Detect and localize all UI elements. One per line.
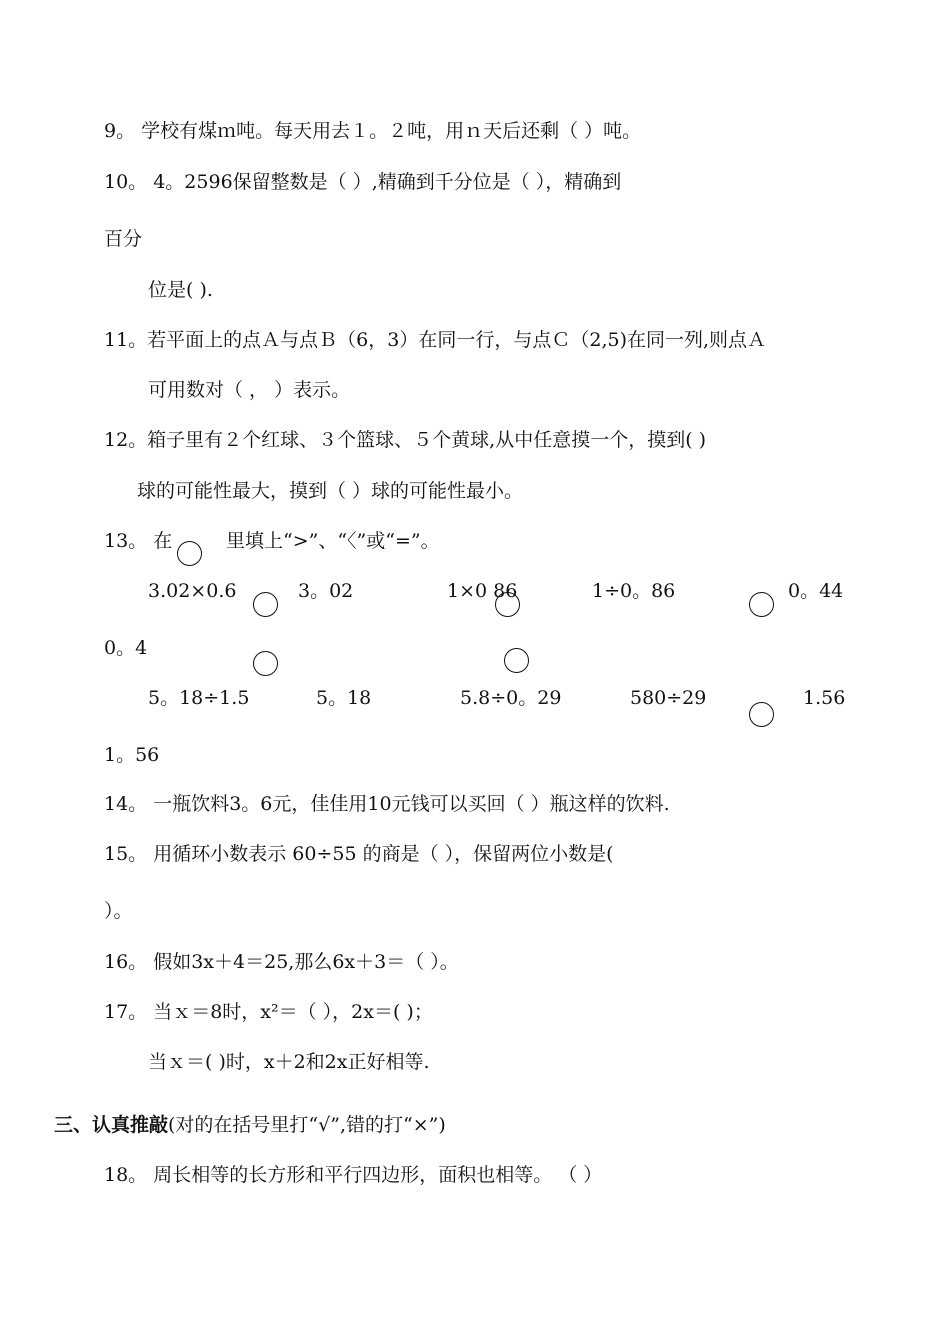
- q13-row2-expr-d: 580÷29: [630, 687, 707, 709]
- compare-circle-icon[interactable]: [253, 592, 278, 617]
- question-12-line-2: 球的可能性最大，摸到（ ）球的可能性最小。: [137, 480, 524, 502]
- q13-row1-wrap: 0。4: [104, 637, 148, 659]
- question-17-line-1: 17。 当ｘ＝8时，x²＝（ ），2x＝( )；: [104, 1001, 433, 1023]
- section-3-note: (对的在括号里打“√”,错的打“×”): [168, 1114, 446, 1136]
- question-11-line-1: 11。若平面上的点Ａ与点Ｂ（6，3）在同一行，与点Ｃ（2,5)在同一列,则点Ａ: [104, 329, 767, 351]
- compare-circle-icon[interactable]: [749, 592, 774, 617]
- question-11-line-2: 可用数对（ ， ）表示。: [148, 379, 351, 401]
- q13-row2-wrap: 1。56: [104, 744, 160, 766]
- compare-circle-icon[interactable]: [504, 648, 529, 673]
- q13-row2-expr-b: 5。18: [316, 687, 372, 709]
- compare-circle-icon[interactable]: [495, 592, 520, 617]
- question-9: 9。 学校有煤ｍ吨。每天用去１。２吨，用ｎ天后还剩（ ）吨。: [104, 120, 642, 142]
- section-3-heading: 三、认真推敲: [54, 1114, 169, 1136]
- q13-row2-expr-e: 1.56: [803, 687, 846, 709]
- question-13-intro-end: 里填上“>”、“〈”或“=”。: [226, 530, 440, 552]
- q13-row1-expr-c: 1×0 86: [447, 580, 518, 602]
- compare-circle-icon[interactable]: [749, 702, 774, 727]
- question-14: 14。 一瓶饮料3。6元，佳佳用10元钱可以买回（ ）瓶这样的饮料.: [104, 793, 670, 815]
- q13-row2-expr-a: 5。18÷1.5: [148, 687, 250, 709]
- question-15-line-2: ）。: [104, 900, 133, 922]
- q13-row1-expr-a: 3.02×0.6: [148, 580, 237, 602]
- section-3-title: [54, 1114, 446, 1136]
- q13-row1-expr-d: 1÷0。86: [592, 580, 676, 602]
- q13-row1-expr-e: 0。44: [788, 580, 844, 602]
- q13-row1-expr-b: 3。02: [298, 580, 354, 602]
- question-10-line-1: 10。 4。2596保留整数是（ ）,精确到千分位是（ ），精确到: [104, 171, 622, 193]
- q13-row2-expr-c: 5.8÷0。29: [460, 687, 562, 709]
- question-15-line-1: 15。 用循环小数表示 60÷55 的商是（ ），保留两位小数是(: [104, 843, 614, 865]
- question-18: 18。 周长相等的长方形和平行四边形，面积也相等。 （ ）: [104, 1164, 603, 1186]
- compare-circle-icon[interactable]: [177, 541, 202, 566]
- question-16: 16。 假如3x＋4＝25,那么6x＋3＝（ ）。: [104, 951, 459, 973]
- question-12-line-1: 12。箱子里有２个红球、３个篮球、５个黄球,从中任意摸一个，摸到( ): [104, 429, 707, 451]
- question-10-line-3: 位是( ).: [148, 279, 213, 301]
- question-13-intro-start: 13。 在: [104, 530, 173, 552]
- compare-circle-icon[interactable]: [253, 651, 278, 676]
- question-17-line-2: 当ｘ＝( )时，x＋2和2x正好相等.: [148, 1051, 430, 1073]
- question-10-line-2: 百分: [104, 228, 143, 250]
